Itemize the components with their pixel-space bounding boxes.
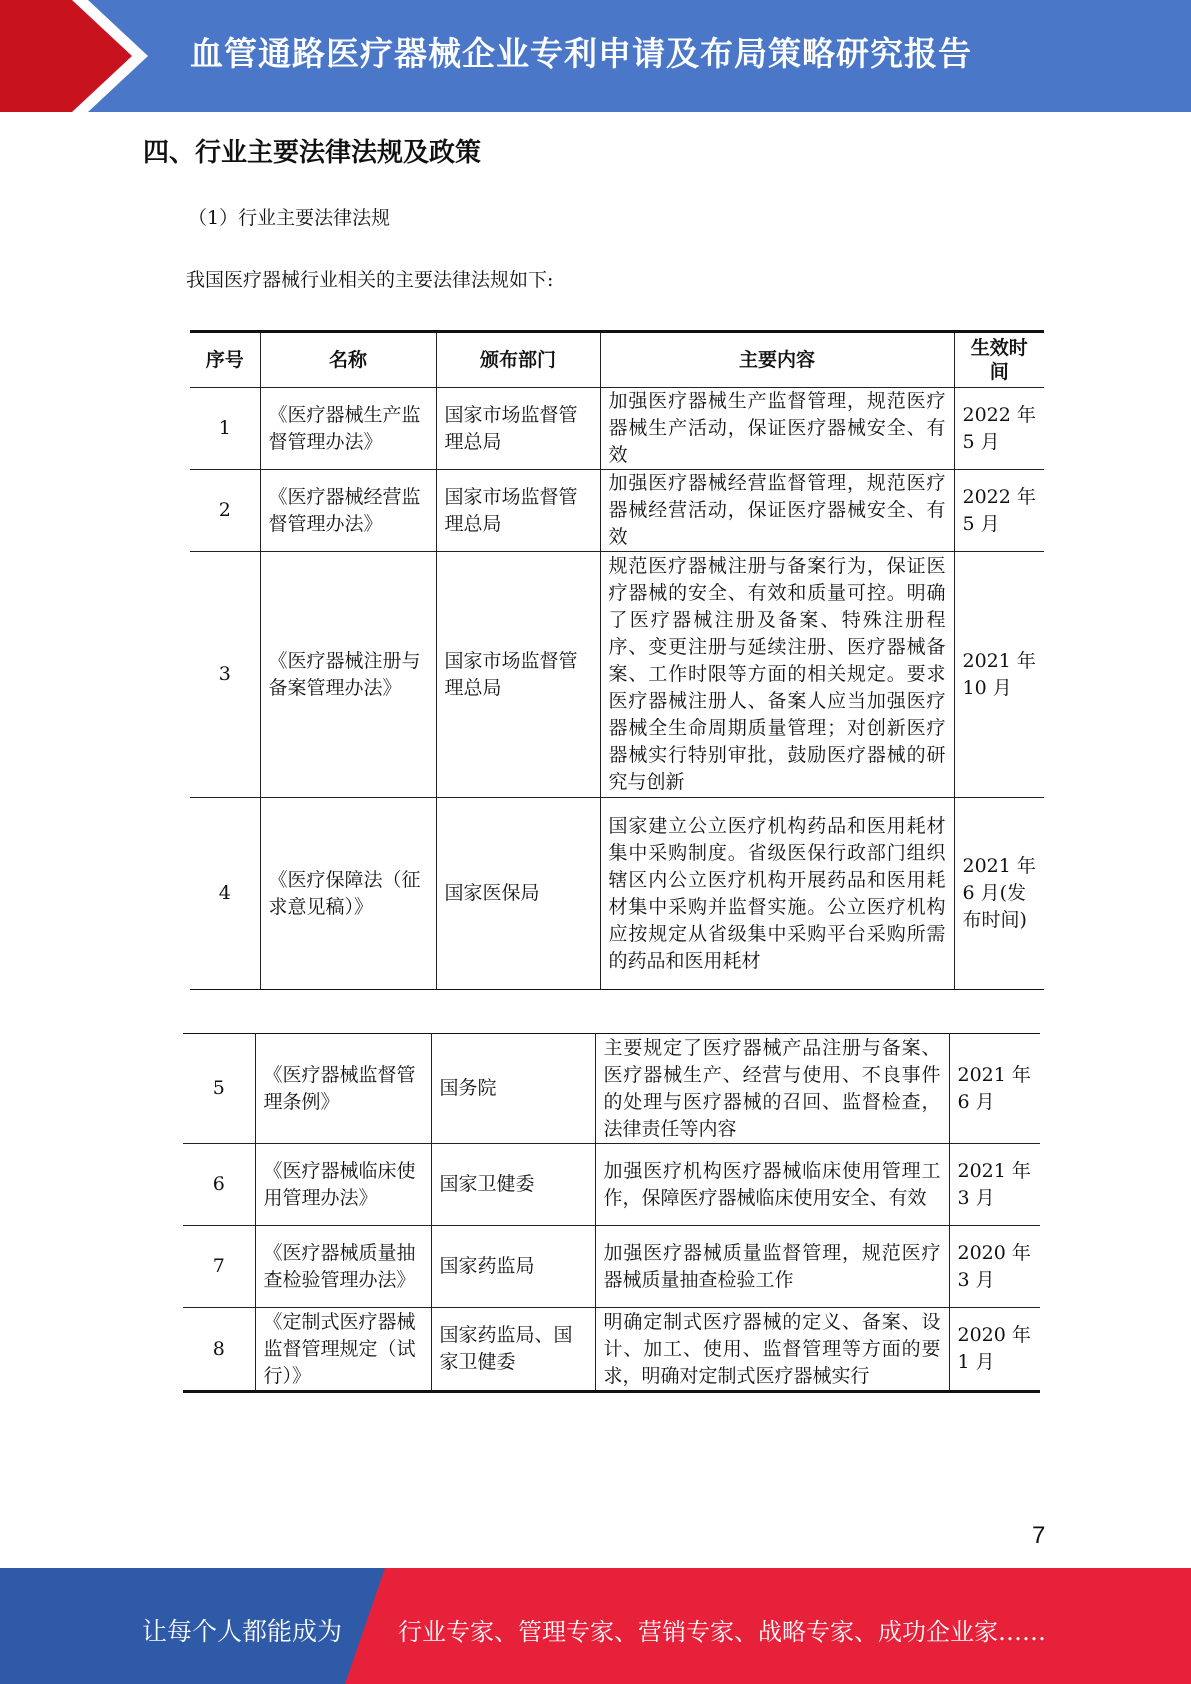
main-content: 加强医疗机构医疗器械临床使用管理工作，保障医疗器械临床使用安全、有效 — [595, 1144, 949, 1226]
main-content: 明确定制式医疗器械的定义、备案、设计、加工、使用、监督管理等方面的要求，明确对定制式医疗器械实行 — [595, 1308, 949, 1392]
effective-date: 2021 年 10 月 — [954, 552, 1044, 798]
regulations-table — [190, 330, 1044, 990]
page-number: 7 — [1032, 1522, 1046, 1549]
effective-date: 2020 年 3 月 — [949, 1226, 1040, 1308]
regulation-name: 《医疗器械质量抽查检验管理办法》 — [255, 1226, 431, 1308]
table-row — [190, 470, 1044, 552]
regulation-name: 《医疗器械监督管理条例》 — [255, 1034, 431, 1144]
table-row — [183, 1144, 1040, 1226]
intro-paragraph: 我国医疗器械行业相关的主要法律法规如下: — [186, 269, 554, 291]
row-number: 2 — [190, 470, 260, 552]
footer-slogan-right: 行业专家、管理专家、营销专家、战略专家、成功企业家…… — [398, 1618, 1046, 1646]
report-title: 血管通路医疗器械企业专利申请及布局策略研究报告 — [190, 34, 972, 73]
main-content: 主要规定了医疗器械产品注册与备案、医疗器械生产、经营与使用、不良事件的处理与医疗器械的召回、监督检查，法律责任等内容 — [595, 1034, 949, 1144]
regulation-name: 《医疗器械临床使用管理办法》 — [255, 1144, 431, 1226]
effective-date: 2022 年 5 月 — [954, 470, 1044, 552]
table-row — [183, 1034, 1040, 1144]
row-number: 4 — [190, 798, 260, 990]
table-row — [190, 388, 1044, 470]
row-number: 3 — [190, 552, 260, 798]
header-cell: 主要内容 — [600, 332, 954, 388]
regulation-name: 《医疗器械生产监督管理办法》 — [260, 388, 436, 470]
effective-date: 2022 年 5 月 — [954, 388, 1044, 470]
section-title: 四、行业主要法律法规及政策 — [143, 138, 482, 168]
table-header-row — [190, 332, 1044, 388]
header-banner — [0, 0, 1191, 112]
header-cell: 名称 — [260, 332, 436, 388]
main-content: 加强医疗器械生产监督管理，规范医疗器械生产活动，保证医疗器械安全、有效 — [600, 388, 954, 470]
row-number: 7 — [183, 1226, 255, 1308]
main-content: 规范医疗器械注册与备案行为，保证医疗器械的安全、有效和质量可控。明确了医疗器械注册及备案、特殊注册程序、变更注册与延续注册、医疗器械备案、工作时限等方面的相关规定。要求医疗器械注册人、备案人应当加强医疗器械全生命周期质量管理；对创新医疗器械实行特别审批，鼓励医疗器械的研究与创新 — [600, 552, 954, 798]
issuing-department: 国家市场监督管理总局 — [436, 552, 600, 798]
regulations-table-continued — [183, 1033, 1040, 1393]
issuing-department: 国家药监局、国家卫健委 — [431, 1308, 595, 1392]
header-cell: 序号 — [190, 332, 260, 388]
header-cell: 颁布部门 — [436, 332, 600, 388]
table-row — [190, 552, 1044, 798]
table-row — [183, 1308, 1040, 1392]
regulation-name: 《医疗器械经营监督管理办法》 — [260, 470, 436, 552]
effective-date: 2021 年 3 月 — [949, 1144, 1040, 1226]
header-cell: 生效时间 — [954, 332, 1044, 388]
issuing-department: 国家药监局 — [431, 1226, 595, 1308]
row-number: 6 — [183, 1144, 255, 1226]
footer-slogan-left: 让每个人都能成为 — [142, 1617, 343, 1646]
effective-date: 2021 年 6 月(发布时间) — [954, 798, 1044, 990]
issuing-department: 国家市场监督管理总局 — [436, 470, 600, 552]
table-row — [190, 798, 1044, 990]
main-content: 加强医疗器械经营监督管理，规范医疗器械经营活动，保证医疗器械安全、有效 — [600, 470, 954, 552]
regulation-name: 《医疗器械注册与备案管理办法》 — [260, 552, 436, 798]
regulation-name: 《定制式医疗器械监督管理规定（试行）》 — [255, 1308, 431, 1392]
main-content: 加强医疗器械质量监督管理，规范医疗器械质量抽查检验工作 — [595, 1226, 949, 1308]
effective-date: 2020 年 1 月 — [949, 1308, 1040, 1392]
table-row — [183, 1226, 1040, 1308]
issuing-department: 国家市场监督管理总局 — [436, 388, 600, 470]
issuing-department: 国务院 — [431, 1034, 595, 1144]
regulation-name: 《医疗保障法（征求意见稿）》 — [260, 798, 436, 990]
row-number: 5 — [183, 1034, 255, 1144]
subsection-title: （1）行业主要法律法规 — [188, 207, 391, 229]
issuing-department: 国家医保局 — [436, 798, 600, 990]
row-number: 8 — [183, 1308, 255, 1392]
main-content: 国家建立公立医疗机构药品和医用耗材集中采购制度。省级医保行政部门组织辖区内公立医疗机构开展药品和医用耗材集中采购并监督实施。公立医疗机构应按规定从省级集中采购平台采购所需的药品和医用耗材 — [600, 798, 954, 990]
effective-date: 2021 年 6 月 — [949, 1034, 1040, 1144]
issuing-department: 国家卫健委 — [431, 1144, 595, 1226]
row-number: 1 — [190, 388, 260, 470]
